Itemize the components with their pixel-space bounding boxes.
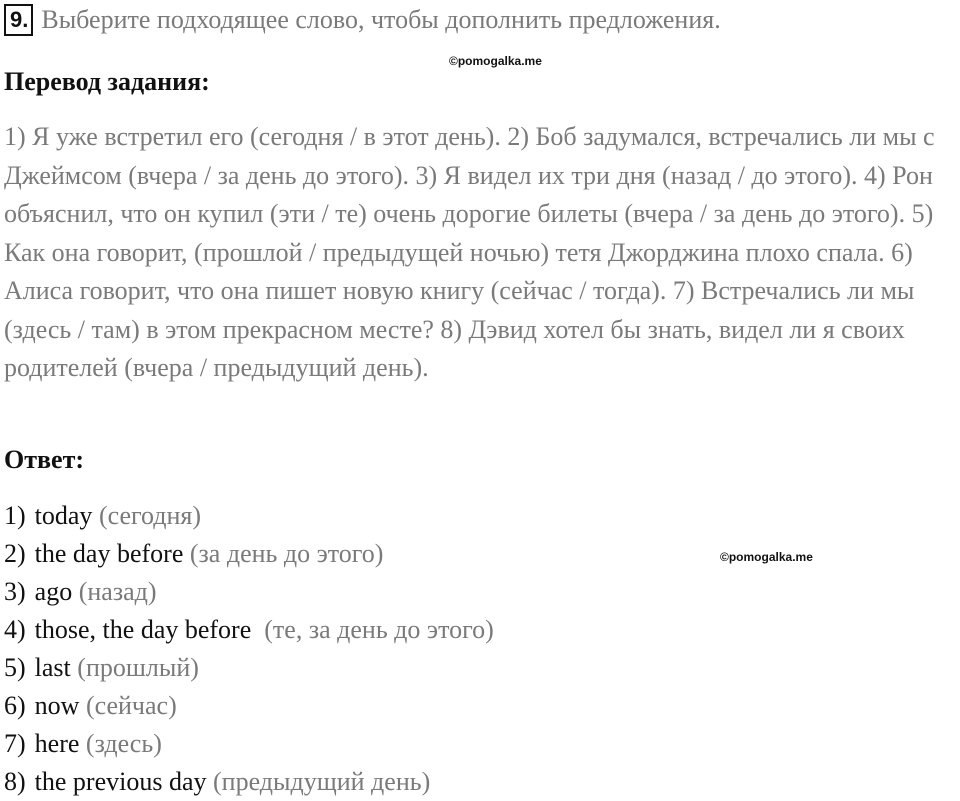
answer-number: 7) [4, 729, 26, 758]
answer-number: 1) [4, 501, 26, 530]
answer-number: 6) [4, 691, 26, 720]
answer-list [4, 497, 494, 801]
answer-number: 5) [4, 653, 26, 682]
task-header [4, 3, 721, 37]
task-instruction: Выберите подходящее слово, чтобы дополнить предложения. [41, 5, 721, 34]
answer-item [4, 497, 494, 535]
watermark: ©pomogalka.me [720, 550, 813, 564]
answer-english: ago [34, 577, 73, 606]
watermark: ©pomogalka.me [449, 54, 542, 68]
answer-item [4, 649, 494, 687]
answer-english: those, the day before [34, 615, 252, 644]
answer-russian: (сегодня) [98, 501, 202, 530]
answer-english: last [34, 653, 71, 682]
answer-number: 3) [4, 577, 26, 606]
answer-russian: (те, за день до этого) [264, 615, 494, 644]
answer-item [4, 573, 494, 611]
answer-item [4, 611, 494, 649]
answer-russian: (назад) [78, 577, 157, 606]
answer-item [4, 535, 494, 573]
answer-english: here [34, 729, 80, 758]
translation-paragraph: 1) Я уже встретил его (сегодня / в этот день). 2) Боб задумался, встречались ли мы с Джеймсом (вчера / за день до этого). 3) Я видел их три дня (назад / до этого). 4) Рон объяснил, что он купил (эти / те) очень дорогие билеты (вчера / за день до этого). 5) Как она говорит, (прошлой / предыдущей ночью) тетя Джорджина плохо спала. 6) Алиса говорит, что она пишет новую книгу (сейчас / тогда). 7) Встречались ли мы (здесь / там) в этом прекрасном месте? 8) Дэвид хотел бы знать, видел ли я своих родителей (вчера / предыдущий день). [4, 122, 935, 382]
answer-english: today [34, 501, 93, 530]
answer-russian: (сейчас) [85, 691, 177, 720]
answer-number: 2) [4, 539, 26, 568]
answer-english: the day before [34, 539, 184, 568]
answer-item [4, 725, 494, 763]
answer-item [4, 687, 494, 725]
answer-number: 4) [4, 615, 26, 644]
task-number-badge: 9. [4, 4, 33, 36]
answer-item [4, 763, 494, 801]
answer-russian: (прошлый) [77, 653, 199, 682]
answer-heading: Ответ: [4, 445, 85, 474]
answer-number: 8) [4, 767, 26, 796]
answer-english: the previous day [34, 767, 207, 796]
answer-english: now [34, 691, 80, 720]
answer-russian: (предыдущий день) [213, 767, 431, 796]
answer-russian: (за день до этого) [189, 539, 384, 568]
answer-russian: (здесь) [85, 729, 162, 758]
translation-heading: Перевод задания: [4, 67, 210, 96]
